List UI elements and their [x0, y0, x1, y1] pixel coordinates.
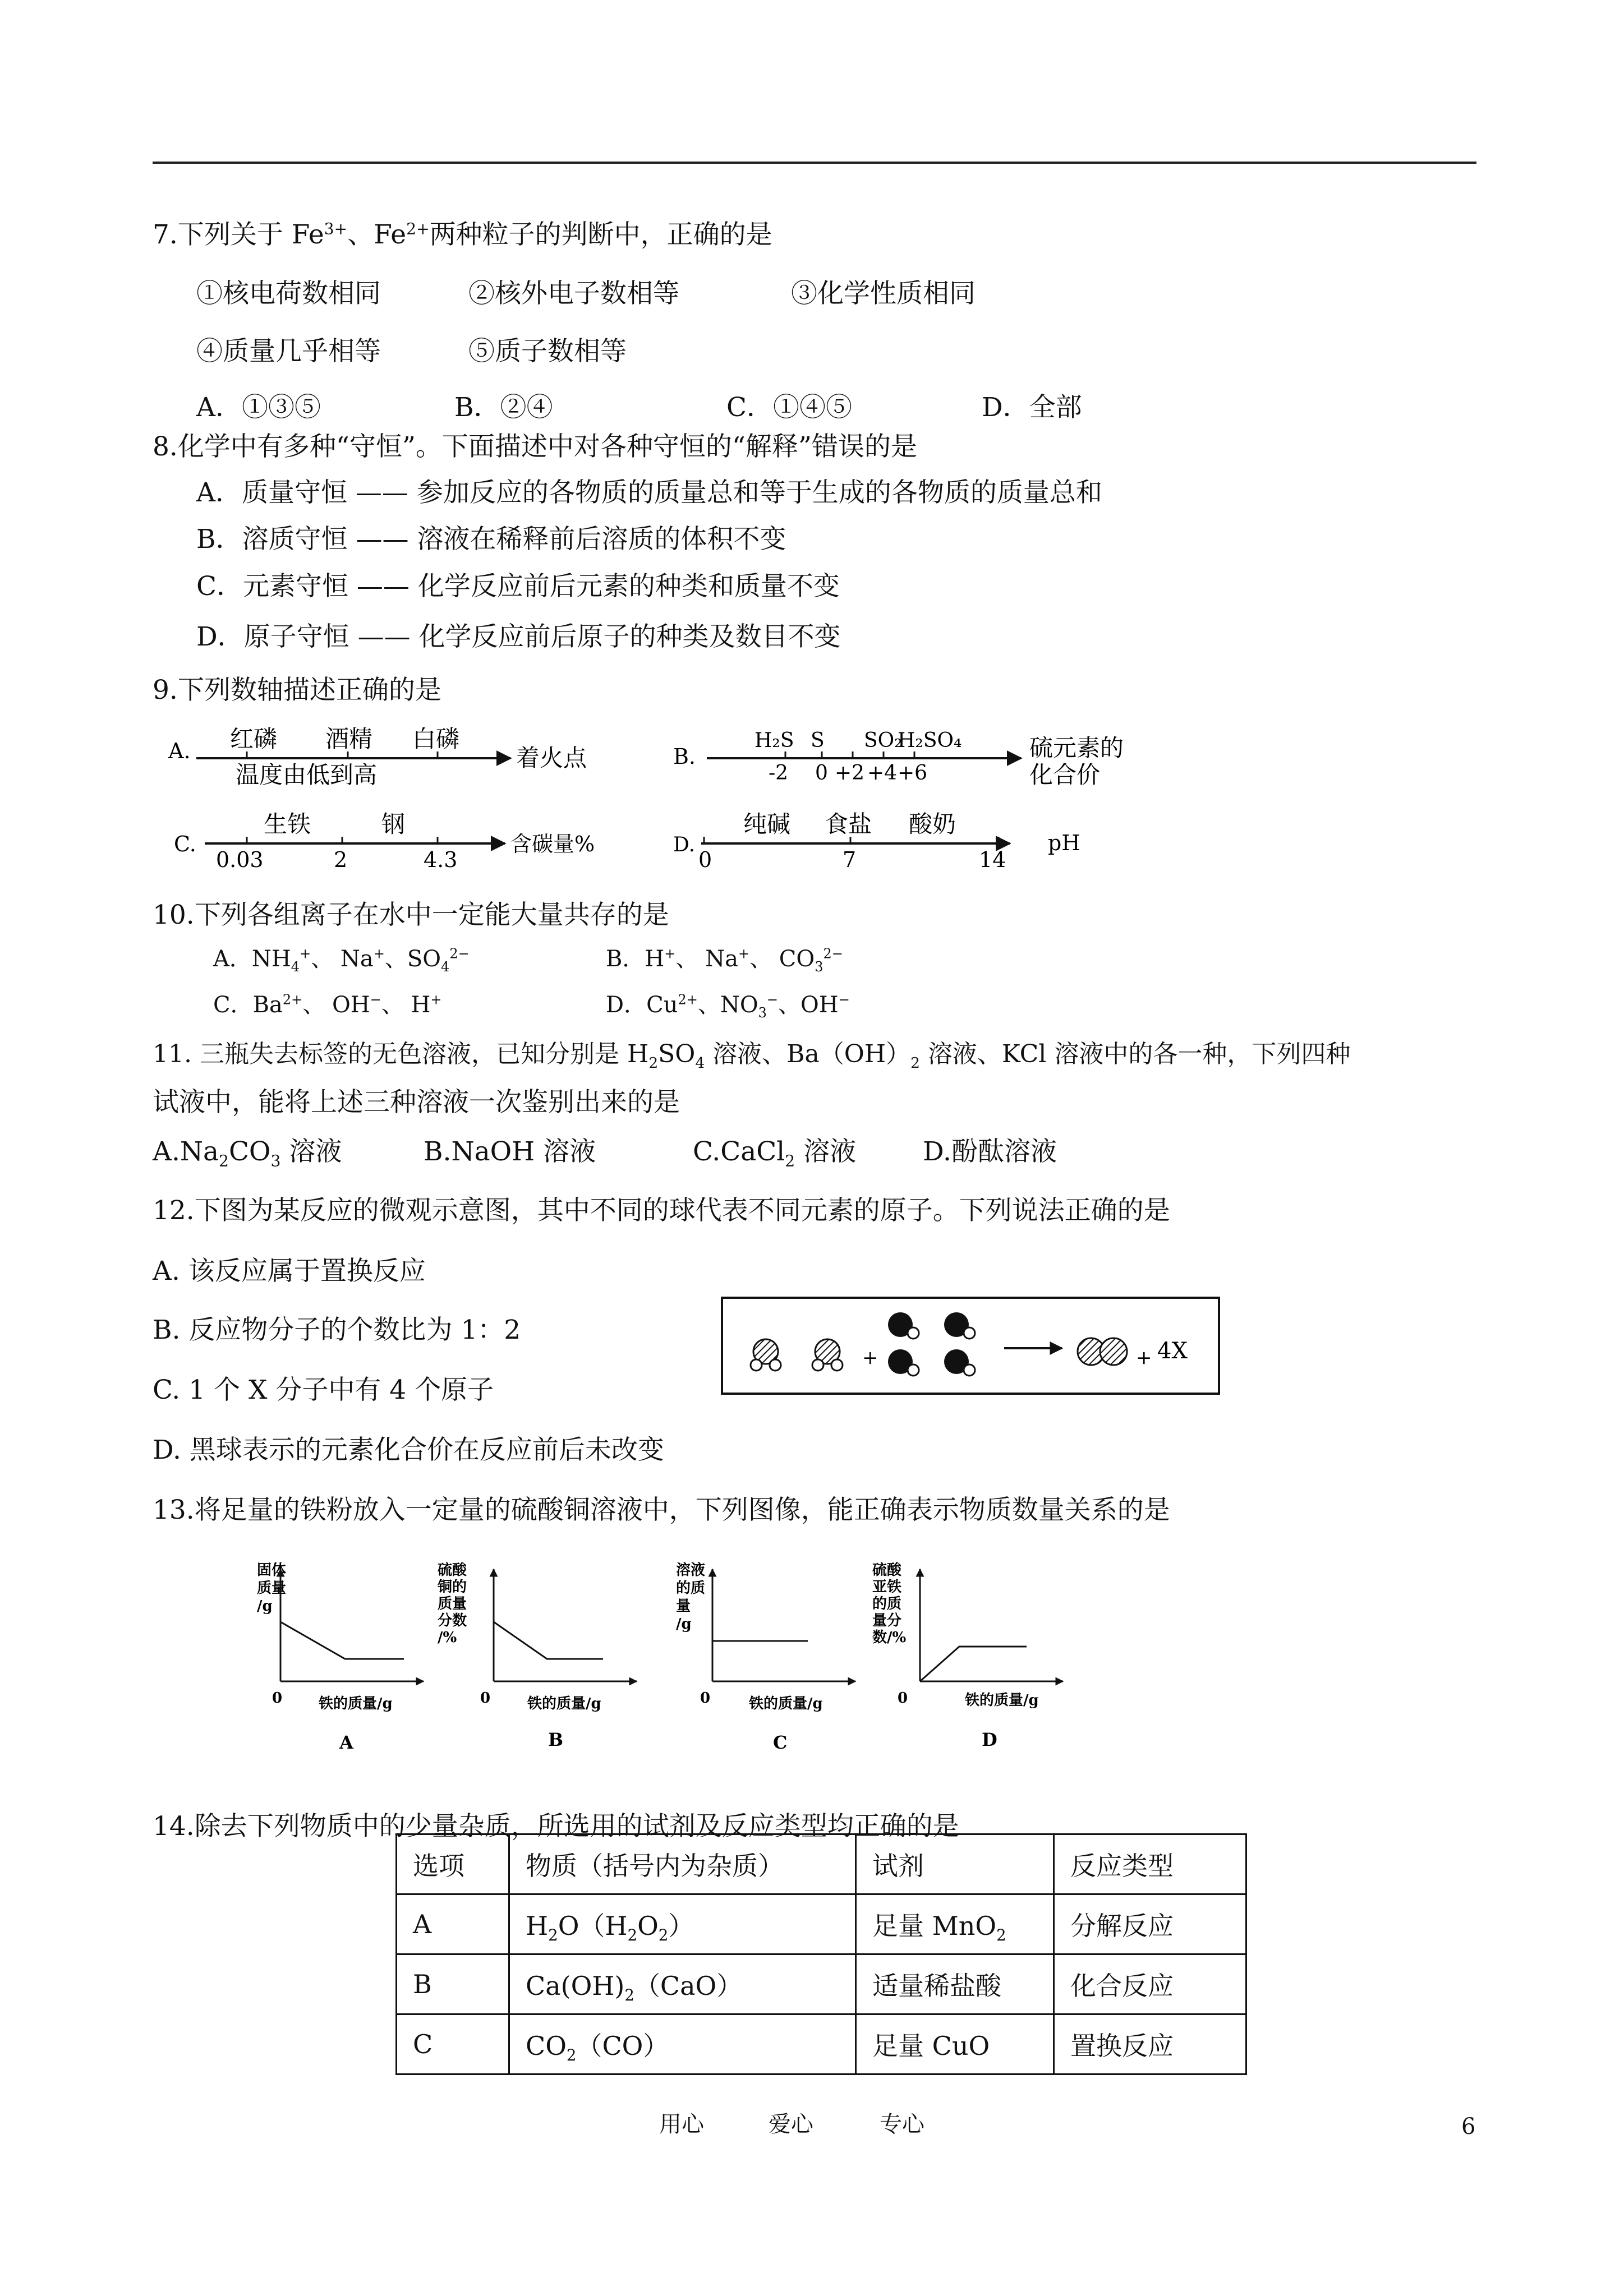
axis-a	[168, 725, 587, 789]
axis-d-tick-3: 14	[979, 847, 1006, 872]
graph-b-xlabel: 铁的质量/g	[527, 1695, 601, 1712]
axis-b-end-2: 化合价	[1029, 761, 1101, 789]
q11-line-2: 试液中，能将上述三种溶液一次鉴别出来的是	[153, 1087, 680, 1118]
q10-option-c: C．$Ba^{2+}$、 OH−、 H+	[213, 992, 442, 1018]
axis-c-letter: C.	[174, 832, 196, 856]
q11-option-c: C.CaCl$_2$ 溶液	[693, 1136, 857, 1170]
page-number: 6	[1461, 2114, 1476, 2140]
graph-c-label: C	[773, 1732, 788, 1753]
graph-c-xlabel: 铁的质量/g	[749, 1695, 823, 1712]
axis-d-letter: D.	[673, 833, 696, 856]
q10-option-d: D．$Cu^{2+}$、$NO_3^-$、OH−	[606, 992, 850, 1021]
q11-option-d: D.酚酞溶液	[923, 1136, 1057, 1167]
graph-b-origin: 0	[480, 1690, 491, 1707]
table-cell: 足量 MnO$_2$	[856, 1894, 1054, 1954]
axis-b-label-4: H₂SO₄	[898, 729, 962, 752]
q12-option-d: D. 黑球表示的元素化合价在反应前后未改变	[153, 1435, 664, 1465]
header-rule	[153, 162, 1476, 164]
q11-option-a: $A.Na_2CO_3$ 溶液	[153, 1136, 342, 1170]
diagram-plus-1: +	[862, 1347, 878, 1369]
graph-d-curve	[920, 1647, 1027, 1681]
axis-b-label-3: SO₂	[864, 729, 903, 752]
q10-option-b: B．H+、 Na+、 $CO_3^{2-}$	[606, 946, 843, 975]
q10-stem: 10.下列各组离子在水中一定能大量共存的是	[153, 900, 669, 930]
axis-b-letter: B.	[673, 744, 696, 769]
q12-option-b: B. 反应物分子的个数比为 1：2	[153, 1315, 521, 1345]
q7-item-2: ②核外电子数相等	[468, 278, 679, 309]
q8-option-c: C．元素守恒 —— 化学反应前后元素的种类和质量不变	[196, 571, 840, 602]
q13-graphs	[247, 1552, 1122, 1765]
graph-d-origin: 0	[898, 1690, 908, 1707]
graph-a-ylabel-3: /g	[257, 1598, 273, 1615]
q7-option-b: B．②④	[454, 392, 553, 423]
q12-stem: 12.下图为某反应的微观示意图，其中不同的球代表不同元素的原子。下列说法正确的是	[153, 1195, 1170, 1226]
graph-d-ylabel-4: 量分	[872, 1612, 902, 1629]
graph-b-ylabel-5: /%	[438, 1629, 457, 1646]
q8-option-b: B．溶质守恒 —— 溶液在稀释前后溶质的体积不变	[196, 524, 786, 555]
axis-c-label-2: 钢	[381, 810, 406, 838]
graph-b-ylabel-1: 硫酸	[438, 1562, 467, 1579]
axis-c-tick-2: 2	[334, 847, 348, 872]
table-header-row	[397, 1834, 1246, 1894]
axis-c-end: 含碳量%	[510, 832, 595, 856]
graph-a-curve	[280, 1622, 404, 1659]
graph-d-ylabel-1: 硫酸	[872, 1562, 902, 1579]
axis-c-tick-1: 0.03	[216, 847, 264, 872]
q11-line-1: 11. 三瓶失去标签的无色溶液，已知分别是 $H_2SO_4$ 溶液、$Ba(OH)_2$ 溶液、KCl 溶液中的各一种，下列四种	[153, 1040, 1351, 1072]
table-cell: 化合反应	[1054, 1954, 1246, 2014]
table-cell: B	[397, 1954, 509, 2014]
graph-a	[257, 1562, 424, 1753]
diagram-frame	[722, 1298, 1219, 1394]
footer-motto-1: 用心	[659, 2111, 704, 2137]
footer-motto-2: 爱心	[769, 2111, 813, 2137]
graph-d-ylabel-5: 数/%	[872, 1629, 907, 1646]
axis-d-end: pH	[1048, 831, 1080, 855]
axis-b-tick-5: +6	[898, 762, 928, 785]
graph-d	[872, 1561, 1063, 1750]
axis-b-tick-2: 0	[815, 762, 828, 785]
graph-b-ylabel-3: 质量	[438, 1596, 467, 1612]
q8-option-d: D．原子守恒 —— 化学反应前后原子的种类及数目不变	[196, 621, 841, 652]
q7-option-d: D．全部	[982, 392, 1082, 423]
graph-d-ylabel-2: 亚铁	[872, 1579, 902, 1596]
q7-item-3: ③化学性质相同	[791, 278, 976, 309]
axis-a-bottom: 温度由低到高	[236, 761, 378, 789]
table-row	[397, 2014, 1246, 2074]
q9-stem: 9.下列数轴描述正确的是	[153, 675, 441, 706]
graph-c-origin: 0	[700, 1690, 711, 1707]
axis-b-end-1: 硫元素的	[1029, 734, 1124, 762]
axis-d-label-3: 酸奶	[909, 810, 956, 838]
q8-option-a: A．质量守恒 —— 参加反应的各物质的质量总和等于生成的各物质的质量总和	[196, 477, 1102, 508]
table-cell: $CO_2(CO)$	[509, 2014, 856, 2074]
diagram-product-x: 4X	[1157, 1338, 1188, 1364]
graph-d-xlabel: 铁的质量/g	[965, 1692, 1039, 1709]
footer-motto-3: 专心	[880, 2111, 924, 2137]
graph-c-ylabel-2: 的质	[676, 1580, 706, 1597]
graph-c-ylabel-1: 溶液	[676, 1562, 706, 1579]
graph-c	[676, 1561, 855, 1753]
table-cell: 分解反应	[1054, 1894, 1246, 1954]
graph-b	[437, 1561, 637, 1750]
table-cell: 足量 CuO	[856, 2014, 1054, 2074]
table-cell: C	[397, 2014, 509, 2074]
graph-c-ylabel-4: /g	[676, 1616, 692, 1633]
q14-table	[395, 1833, 1247, 2075]
table-cell: A	[397, 1894, 509, 1954]
graph-a-origin: 0	[272, 1690, 283, 1707]
axis-d	[673, 810, 1080, 872]
table-header: 试剂	[856, 1834, 1054, 1894]
axis-d-label-1: 纯碱	[743, 810, 791, 838]
axis-a-letter: A.	[168, 739, 191, 763]
graph-a-ylabel-2: 质量	[257, 1580, 287, 1597]
graph-a-xlabel: 铁的质量/g	[319, 1695, 393, 1712]
q10-option-a: A．$NH_4^+$、 Na+、$SO_4^{2-}$	[213, 946, 470, 975]
reaction-diagram	[721, 1297, 1220, 1395]
table-cell: 适量稀盐酸	[856, 1954, 1054, 2014]
axis-d-tick-1: 0	[698, 847, 712, 872]
graph-d-label: D	[982, 1729, 997, 1750]
graph-c-ylabel-3: 量	[676, 1598, 691, 1615]
axis-b-label-2: S	[811, 729, 825, 752]
axis-b-tick-3: +2	[835, 762, 865, 785]
graph-b-ylabel-4: 分数	[438, 1612, 467, 1629]
q8-stem: 8.化学中有多种“守恒”。下面描述中对各种守恒的“解释”错误的是	[153, 431, 917, 462]
table-cell: 置换反应	[1054, 2014, 1246, 2074]
graph-d-ylabel-3: 的质	[872, 1596, 902, 1612]
graph-a-label: A	[339, 1732, 353, 1753]
q7-option-c: C．①④⑤	[726, 392, 852, 423]
axis-d-label-2: 食盐	[825, 810, 872, 838]
diagram-plus-2: +	[1136, 1347, 1152, 1369]
axis-b-label-1: H₂S	[755, 729, 794, 752]
axis-c-label-1: 生铁	[264, 810, 311, 838]
axis-b-tick-4: +4	[867, 762, 898, 785]
axis-c	[174, 810, 595, 872]
table-header: 反应类型	[1054, 1834, 1246, 1894]
table-header: 物质（括号内为杂质）	[509, 1834, 856, 1894]
q14-stem: 14.除去下列物质中的少量杂质，所选用的试剂及反应类型均正确的是	[153, 1811, 959, 1842]
q9-number-lines	[163, 723, 1453, 892]
axis-a-end: 着火点	[516, 744, 587, 772]
graph-a-ylabel-1: 固体	[257, 1562, 287, 1579]
q11-option-b: B.NaOH 溶液	[424, 1136, 596, 1167]
table-cell: $H_2O(H_2O_2)$	[509, 1894, 856, 1954]
q13-stem: 13.将足量的铁粉放入一定量的硫酸铜溶液中，下列图像，能正确表示物质数量关系的是	[153, 1495, 1170, 1525]
table-row	[397, 1894, 1246, 1954]
axis-a-label-3: 白磷	[412, 725, 460, 753]
graph-b-label: B	[548, 1729, 564, 1750]
graph-b-curve	[494, 1622, 603, 1659]
graph-b-ylabel-2: 铜的	[438, 1579, 467, 1596]
q7-item-1: ①核电荷数相同	[196, 278, 381, 309]
axis-b	[673, 729, 1124, 789]
axis-c-tick-3: 4.3	[424, 847, 458, 872]
q7-stem: 7.下列关于 $Fe^{3+}$、$Fe^{2+}$两种粒子的判断中，正确的是	[153, 219, 772, 250]
q7-item-5: ⑤质子数相等	[468, 336, 627, 367]
q7-item-4: ④质量几乎相等	[196, 336, 381, 367]
table-header: 选项	[397, 1834, 509, 1894]
axis-a-label-1: 红磷	[230, 725, 278, 753]
q12-option-c: C. 1 个 X 分子中有 4 个原子	[153, 1375, 494, 1405]
table-cell: $Ca(OH)_2(CaO)$	[509, 1954, 856, 2014]
q12-option-a: A. 该反应属于置换反应	[153, 1256, 426, 1287]
axis-a-label-2: 酒精	[325, 725, 373, 753]
axis-d-tick-2: 7	[843, 847, 857, 872]
axis-b-tick-1: -2	[769, 762, 789, 785]
table-row	[397, 1954, 1246, 2014]
q7-option-a: A．①③⑤	[196, 392, 321, 423]
